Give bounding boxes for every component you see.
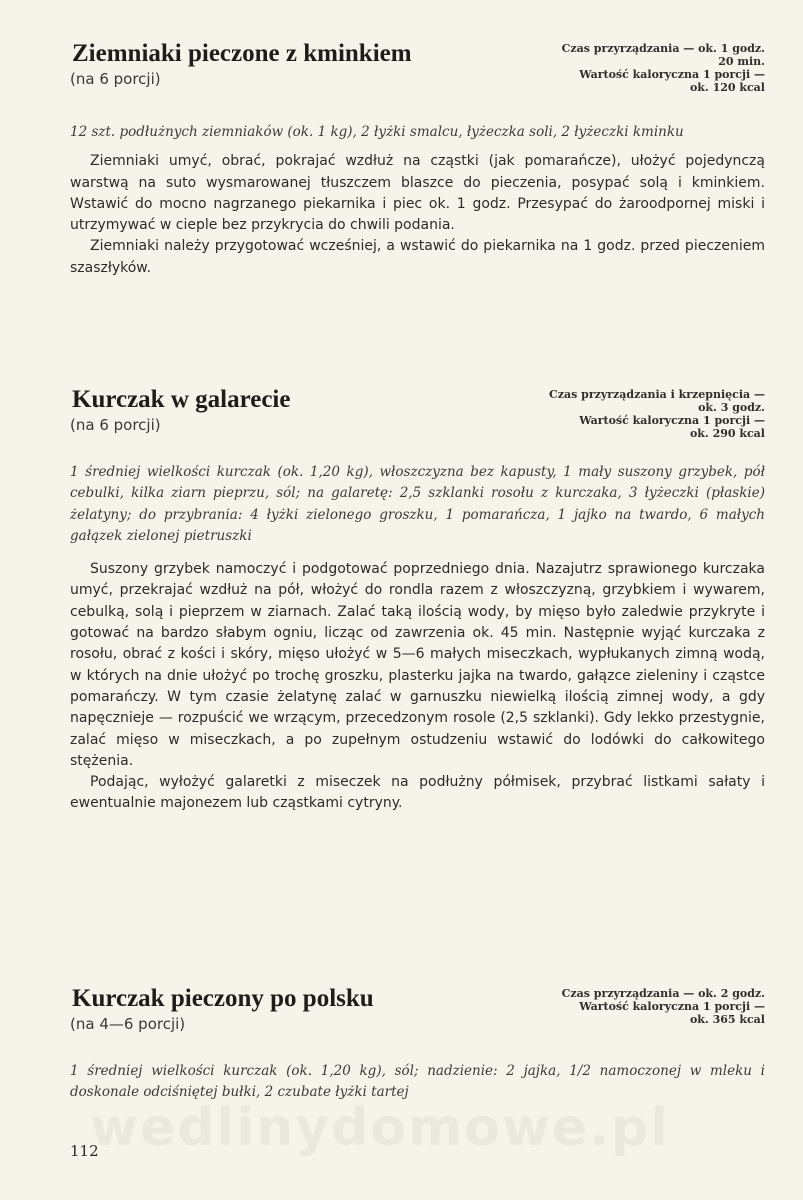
ingredients: 12 szt. podłużnych ziemniaków (ok. 1 kg), 2 łyżki smalcu, łyżeczka soli, 2 łyżeczki kminku bbox=[70, 124, 684, 140]
recipe-kurczak-w-galarecie bbox=[70, 386, 765, 815]
instruction-paragraph: Suszony grzybek namoczyć i podgotować poprzedniego dnia. Nazajutrz sprawionego kurczaka umyć, przekrajać wzdłuż na pół, włożyć do rondla razem z włoszczyzną, grzybkiem i wywarem, cebulką, solą i pieprzem w ziarnach. Zalać taką ilością wody, by mięso było zaledwie przykryte i gotować na bardzo słabym ogniu, licząc od zawrzenia ok. 45 min. Następnie wyjąć kurczaka z rosołu, obrać z kości i skóry, mięso ułożyć w 5—6 małych miseczkach, wypłukanych zimną wodą, w których na dnie ułożyć po trochę groszku, plasterku jajka na twardo, gałązce zieleniny i cząstce pomarańczy. W tym czasie żelatynę zalać w garnuszku niewielką ilością zimnej wody, a gdy napęcznieje — rozpuścić we wrzącym, przecedzonym rosole (2,5 szklanki). Gdy lekko przestygnie, zalać mięso w miseczkach, a po zupełnym ostudzeniu wstawić do lodówki do całkowitego stężenia. bbox=[70, 561, 765, 769]
ingredients: 1 średniej wielkości kurczak (ok. 1,20 kg), włoszczyzna bez kapusty, 1 mały suszony grzybek, pół cebulki, kilka ziarn pieprzu, sól; na galaretę: 2,5 szklanki rosołu z kurczaka, 3 łyżeczki (płaskie) żelatyny; do przybrania: 4 łyżki zielonego groszku, 1 pomarańcza, 1 jajko na twardo, 6 małych gałązek zielonej pietruszki bbox=[70, 464, 765, 544]
meta-line: Czas przyrządzania i krzepnięcia — bbox=[548, 388, 765, 401]
recipe-ziemniaki bbox=[70, 40, 765, 279]
meta-line: ok. 120 kcal bbox=[689, 81, 765, 94]
recipe-header bbox=[70, 40, 765, 110]
recipe-meta bbox=[562, 42, 765, 94]
recipe-title: Kurczak pieczony po polsku bbox=[72, 985, 374, 1012]
recipe-header bbox=[70, 985, 765, 1055]
meta-line: 20 min. bbox=[718, 55, 765, 68]
instruction-paragraph: Ziemniaki umyć, obrać, pokrajać wzdłuż na cząstki (jak pomarańcze), ułożyć pojedynczą warstwą na suto wysmarowanej tłuszczem blaszce do pieczenia, posypać solą i kminkiem. Wstawić do mocno nagrzanego piekarnika i piec ok. 1 godz. Przesypać do żaroodpornej miski i utrzymywać w cieple bez przykrycia do chwili podania. bbox=[70, 153, 765, 234]
recipe-header bbox=[70, 386, 765, 456]
recipe-portions: (na 4—6 porcji) bbox=[70, 1015, 186, 1033]
recipe-title: Ziemniaki pieczone z kminkiem bbox=[72, 40, 412, 67]
meta-line: ok. 365 kcal bbox=[689, 1013, 765, 1026]
meta-line: Wartość kaloryczna 1 porcji — bbox=[579, 414, 765, 427]
recipe-meta bbox=[549, 388, 765, 440]
meta-line: ok. 290 kcal bbox=[689, 427, 765, 440]
instruction-paragraph: Ziemniaki należy przygotować wcześniej, a wstawić do piekarnika na 1 godz. przed pieczeniem szaszłyków. bbox=[70, 238, 765, 276]
recipe-portions: (na 6 porcji) bbox=[70, 416, 161, 434]
meta-line: Wartość kaloryczna 1 porcji — bbox=[579, 1000, 765, 1013]
meta-line: ok. 3 godz. bbox=[698, 401, 765, 414]
page-number: 112 bbox=[70, 1142, 99, 1160]
meta-line: Czas przyrządzania — ok. 1 godz. bbox=[561, 42, 765, 55]
recipe-title: Kurczak w galarecie bbox=[72, 386, 291, 413]
recipe-kurczak-pieczony bbox=[70, 985, 765, 1104]
meta-line: Wartość kaloryczna 1 porcji — bbox=[579, 68, 765, 81]
watermark: wedlinydomowe.pl bbox=[90, 1098, 671, 1158]
recipe-portions: (na 6 porcji) bbox=[70, 70, 161, 88]
ingredients: 1 średniej wielkości kurczak (ok. 1,20 kg), sól; nadzienie: 2 jajka, 1/2 namoczonej w mleku i doskonale odciśniętej bułki, 2 czubate łyżki tartej bbox=[70, 1063, 765, 1101]
recipe-meta bbox=[562, 987, 765, 1026]
instruction-paragraph: Podając, wyłożyć galaretki z miseczek na podłużny półmisek, przybrać listkami sałaty i ewentualnie majonezem lub cząstkami cytryny. bbox=[70, 774, 765, 812]
meta-line: Czas przyrządzania — ok. 2 godz. bbox=[561, 987, 765, 1000]
